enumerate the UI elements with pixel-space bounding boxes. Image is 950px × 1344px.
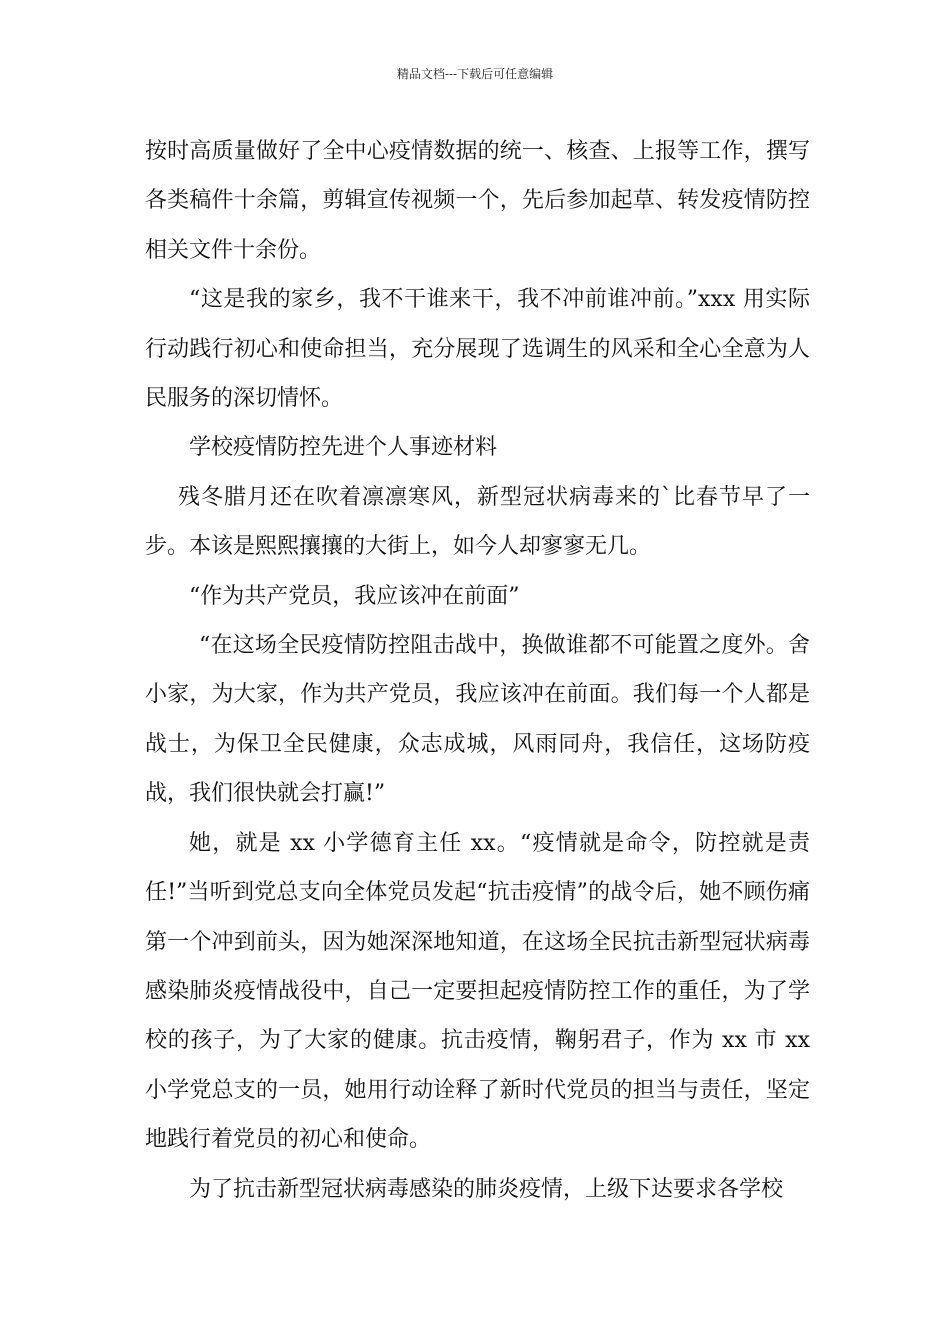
paragraph-2: “这是我的家乡，我不干谁来干，我不冲前谁冲前。”xxx 用实际行动践行初心和使命担当，充分展现了选调生的风采和全心全意为人民服务的深切情怀。	[145, 287, 810, 412]
paragraph-4: 残冬腊月还在吹着凛凛寒风，新型冠状病毒来的`比春节早了一步。本该是熙熙攘攘的大街上，如今人却寥寥无几。	[145, 484, 810, 560]
document-body	[145, 127, 810, 1214]
paragraph-8: 为了抗击新型冠状病毒感染的肺炎疫情，上级下达要求各学校	[189, 1176, 784, 1202]
section-title: 学校疫情防控先进个人事迹材料	[189, 435, 498, 461]
paragraph-6: “在这场全民疫情防控阻击战中，换做谁都不可能置之度外。舍小家，为大家，作为共产党员，我应该冲在前面。我们每一个人都是战士，为保卫全民健康，众志成城，风雨同舟，我信任，这场防疫战，我们很快就会打赢!”	[145, 633, 810, 807]
paragraph-7: 她，就是 xx 小学德育主任 xx。“疫情就是命令，防控就是责任!”当听到党总支向全体党员发起“抗击疫情”的战令后，她不顾伤痛第一个冲到前头，因为她深深地知道，在这场全民抗击新型冠状病毒感染肺炎疫情战役中，自己一定要担起疫情防控工作的重任，为了学校的孩子，为了大家的健康。抗击疫情，鞠躬君子，作为 xx 市 xx 小学党总支的一员，她用行动诠释了新时代党员的担当与责任，坚定地践行着党员的初心和使命。	[145, 830, 810, 1153]
subheading-quote: “作为共产党员，我应该冲在前面”	[189, 583, 520, 609]
paragraph-1: 按时高质量做好了全中心疫情数据的统一、核查、上报等工作，撰写各类稿件十余篇，剪辑宣传视频一个，先后参加起草、转发疫情防控相关文件十余份。	[145, 139, 810, 263]
page-header: 精品文档---下载后可任意编辑	[396, 67, 554, 81]
